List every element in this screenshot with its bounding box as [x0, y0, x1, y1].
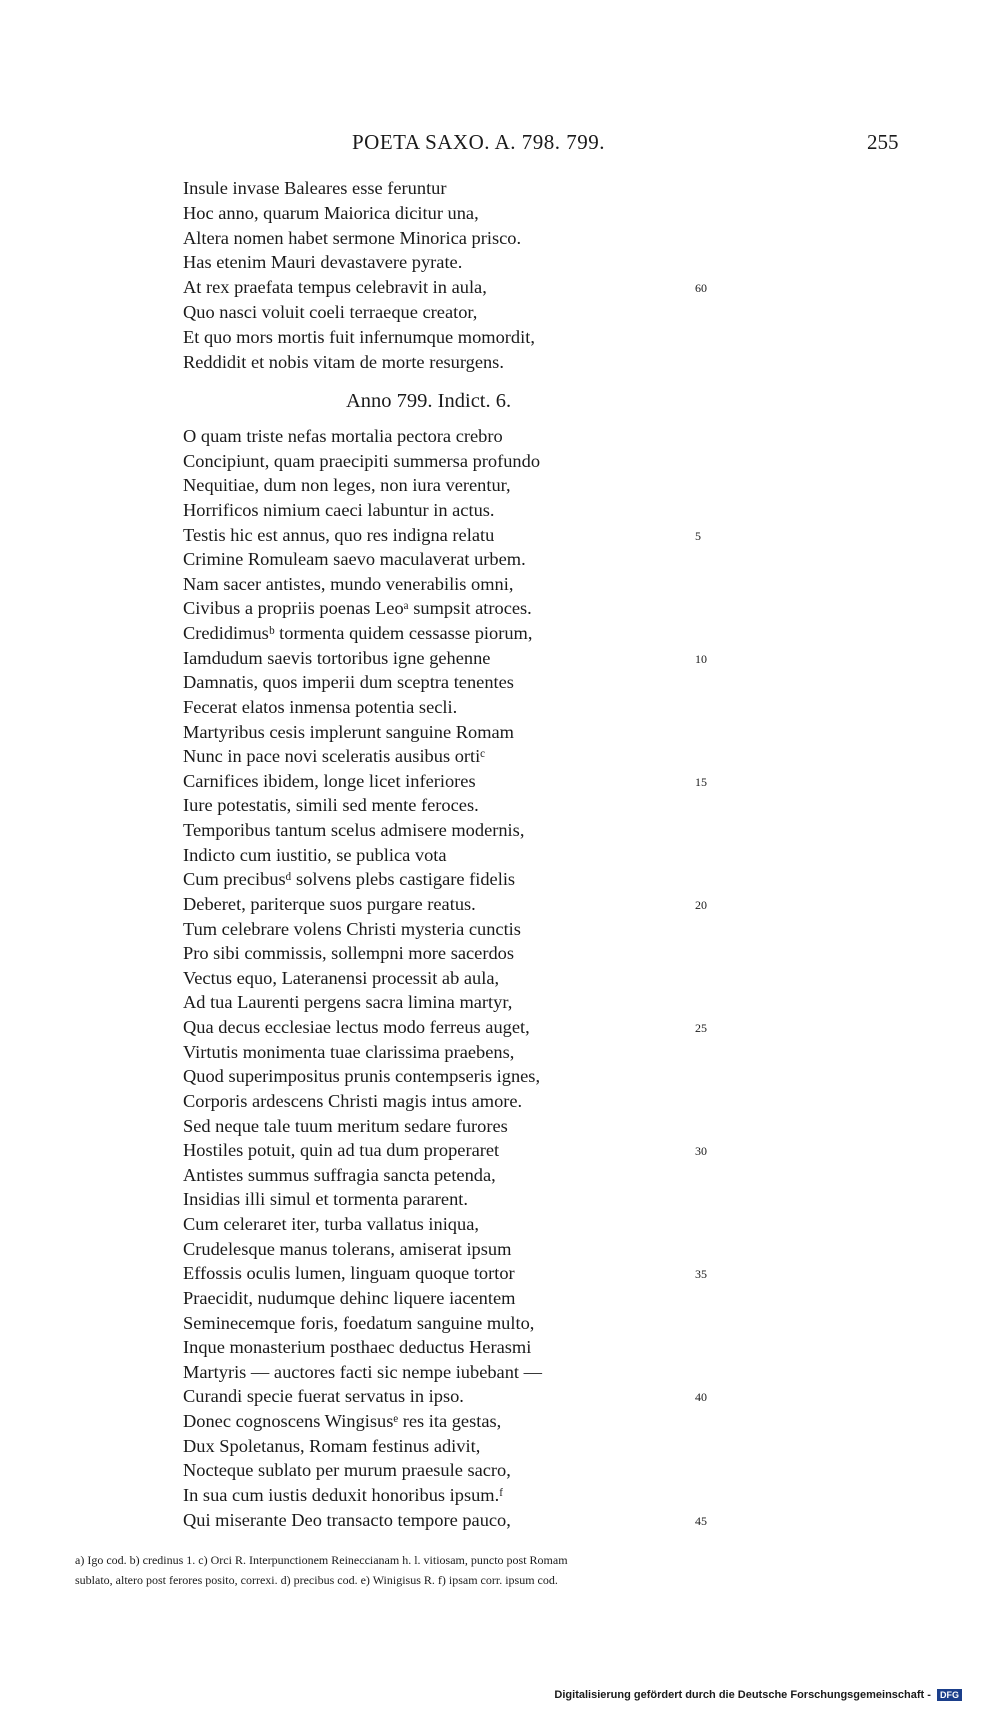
credit-text: Digitalisierung gefördert durch die Deutsche Forschungsgemeinschaft -	[554, 1689, 931, 1701]
verse-text: Reddidit et nobis vitam de morte resurgens.	[183, 351, 504, 372]
verse-line	[183, 867, 542, 892]
verse-text: Iure potestatis, simili sed mente feroces.	[183, 795, 479, 816]
page-header	[0, 130, 1000, 160]
verse-text: Civibus a propriis poenas Leoᵃ sumpsit atroces.	[183, 598, 532, 619]
verse-line	[183, 1409, 542, 1434]
verse-line	[183, 1483, 542, 1508]
verse-line	[183, 275, 707, 300]
verse-line	[183, 449, 542, 474]
verse-text: Qui miserante Deo transacto tempore pauco,	[183, 1509, 511, 1530]
line-number: 10	[695, 651, 707, 666]
line-number: 5	[695, 528, 701, 543]
verse-line	[183, 1286, 542, 1311]
verse-text: Quod superimpositus prunis contempseris ignes,	[183, 1066, 541, 1087]
verse-text: Martyris — auctores facti sic nempe iubebant —	[183, 1361, 543, 1382]
verse-line	[183, 1040, 542, 1065]
footnote-line: sublato, altero post ferores posito, correxi. d) precibus cod. e) Winigisus R. f) ipsam corr. ipsum cod.	[75, 1573, 558, 1587]
verse-line	[183, 473, 542, 498]
verse-text: Pro sibi commissis, sollempni more sacerdos	[183, 943, 515, 964]
verse-text: Insidias illi simul et tormenta pararent.	[183, 1189, 468, 1210]
verse-line	[183, 621, 542, 646]
footnote-line: a) Igo cod. b) credinus 1. c) Orci R. Interpunctionem Reineccianam h. l. vitiosam, puncto post Romam	[75, 1553, 568, 1567]
verse-text: Seminecemque foris, foedatum sanguine multo,	[183, 1312, 535, 1333]
verse-line	[183, 250, 535, 275]
line-number: 15	[695, 774, 707, 789]
verse-text: Effossis oculis lumen, linguam quoque tortor	[183, 1263, 515, 1284]
verse-line	[183, 1335, 542, 1360]
verse-line	[183, 1212, 542, 1237]
verse-line	[183, 226, 535, 251]
verse-line	[183, 424, 542, 449]
verse-line	[183, 201, 535, 226]
verse-line	[183, 498, 542, 523]
verse-line	[183, 176, 535, 201]
verse-text: Virtutis monimenta tuae clarissima praebens,	[183, 1041, 515, 1062]
verse-line	[183, 720, 542, 745]
verse-text: Has etenim Mauri devastavere pyrate.	[183, 252, 463, 273]
verse-text: Qua decus ecclesiae lectus modo ferreus auget,	[183, 1017, 530, 1037]
line-number: 30	[695, 1144, 707, 1159]
verse-line	[183, 1187, 542, 1212]
verse-text: Cum celeraret iter, turba vallatus iniqua,	[183, 1214, 479, 1234]
verse-line	[183, 1138, 707, 1163]
verse-line	[183, 917, 542, 942]
verse-text: Horrificos nimium caeci labuntur in actus.	[183, 499, 495, 520]
line-number: 20	[695, 897, 707, 912]
line-number: 45	[695, 1513, 707, 1528]
verse-line	[183, 843, 542, 868]
verse-line	[183, 990, 542, 1015]
verse-line	[183, 350, 535, 375]
verse-line	[183, 793, 542, 818]
verse-line	[183, 1458, 542, 1483]
verse-text: Antistes summus suffragia sancta petenda,	[183, 1164, 496, 1185]
verse-line	[183, 1089, 542, 1114]
verse-text: Credidimusᵇ tormenta quidem cessasse piorum,	[183, 623, 533, 643]
verse-text: Carnifices ibidem, longe licet inferiores	[183, 770, 476, 791]
verse-line	[183, 300, 535, 325]
section-heading: Anno 799. Indict. 6.	[346, 390, 512, 412]
verse-line	[183, 1434, 542, 1459]
verse-line	[183, 744, 542, 769]
verse-text: Praecidit, nudumque dehinc liquere iacentem	[183, 1287, 516, 1308]
verse-text: Corporis ardescens Christi magis intus amore.	[183, 1090, 523, 1111]
verse-text: Altera nomen habet sermone Minorica prisco.	[183, 227, 522, 248]
page-number: 255	[867, 130, 899, 154]
verse-line	[183, 670, 542, 695]
dfg-logo: DFG	[937, 1689, 962, 1701]
verse-line	[183, 769, 707, 794]
verse-text: Temporibus tantum scelus admisere modernis,	[183, 820, 525, 840]
verse-text: Fecerat elatos inmensa potentia secli.	[183, 696, 458, 717]
verse-line	[183, 966, 542, 991]
verse-line	[183, 1311, 542, 1336]
verse-text: Nocteque sublato per murum praesule sacro,	[183, 1460, 511, 1481]
verse-text: Damnatis, quos imperii dum sceptra tenentes	[183, 672, 514, 693]
verse-line	[183, 1360, 542, 1385]
running-title: POETA SAXO. A. 798. 799.	[352, 130, 606, 154]
verse-text: Sed neque tale tuum meritum sedare furores	[183, 1115, 508, 1136]
verse-line	[183, 1114, 542, 1139]
verse-text: Tum celebrare volens Christi mysteria cunctis	[183, 918, 521, 939]
verse-text: Cum precibusᵈ solvens plebs castigare fidelis	[183, 869, 516, 890]
verse-text: Quo nasci voluit coeli terraeque creator,	[183, 301, 478, 322]
verse-text: Ad tua Laurenti pergens sacra limina martyr,	[183, 992, 513, 1013]
verse-line	[183, 325, 535, 350]
line-number: 40	[695, 1390, 707, 1405]
verse-line	[183, 818, 542, 843]
verse-text: Deberet, pariterque suos purgare reatus.	[183, 893, 476, 914]
verse-line	[183, 1015, 707, 1040]
verse-line	[183, 695, 542, 720]
footnotes	[75, 1550, 915, 1590]
verse-text: Curandi specie fuerat servatus in ipso.	[183, 1386, 464, 1407]
verse-text: Martyribus cesis implerunt sanguine Romam	[183, 721, 514, 742]
verse-block-2	[183, 424, 707, 1532]
verse-line	[183, 1384, 707, 1409]
verse-block-1	[183, 176, 707, 374]
verse-text: Nam sacer antistes, mundo venerabilis omni,	[183, 573, 514, 594]
verse-line	[183, 941, 542, 966]
verse-text: O quam triste nefas mortalia pectora crebro	[183, 426, 503, 446]
verse-text: Vectus equo, Lateranensi processit ab aula,	[183, 967, 500, 988]
verse-line	[183, 523, 701, 548]
verse-line	[183, 547, 542, 572]
verse-text: At rex praefata tempus celebravit in aula,	[183, 277, 487, 298]
verse-line	[183, 1163, 542, 1188]
verse-line	[183, 646, 707, 671]
verse-text: Crimine Romuleam saevo maculaverat urbem.	[183, 549, 526, 570]
verse-text: Donec cognoscens Wingisusᵉ res ita gestas,	[183, 1411, 502, 1431]
verse-line	[183, 1064, 542, 1089]
verse-text: Concipiunt, quam praecipiti summersa profundo	[183, 450, 541, 471]
verse-text: Hostiles potuit, quin ad tua dum properaret	[183, 1140, 500, 1161]
verse-text: Testis hic est annus, quo res indigna relatu	[183, 524, 495, 545]
verse-text: Insule invase Baleares esse feruntur	[183, 178, 447, 198]
verse-text: Hoc anno, quarum Maiorica dicitur una,	[183, 202, 479, 223]
line-number: 60	[695, 281, 707, 296]
verse-text: In sua cum iustis deduxit honoribus ipsum.ᶠ	[183, 1484, 504, 1505]
verse-text: Iamdudum saevis tortoribus igne gehenne	[183, 647, 491, 668]
verse-text: Et quo mors mortis fuit infernumque momordit,	[183, 326, 535, 347]
digitization-credit	[554, 1689, 962, 1701]
line-number: 25	[695, 1021, 707, 1035]
verse-line	[183, 1261, 707, 1286]
verse-line	[183, 1237, 542, 1262]
verse-line	[183, 1508, 707, 1533]
verse-text: Dux Spoletanus, Romam festinus adivit,	[183, 1435, 481, 1456]
verse-line	[183, 892, 707, 917]
verse-text: Nequitiae, dum non leges, non iura verentur,	[183, 475, 511, 496]
line-number: 35	[695, 1267, 707, 1282]
verse-text: Inque monasterium posthaec deductus Herasmi	[183, 1337, 532, 1358]
verse-line	[183, 596, 542, 621]
verse-line	[183, 572, 542, 597]
verse-text: Crudelesque manus tolerans, amiserat ipsum	[183, 1238, 512, 1259]
verse-text: Nunc in pace novi sceleratis ausibus ortiᶜ	[183, 746, 485, 767]
verse-text: Indicto cum iustitio, se publica vota	[183, 844, 447, 865]
